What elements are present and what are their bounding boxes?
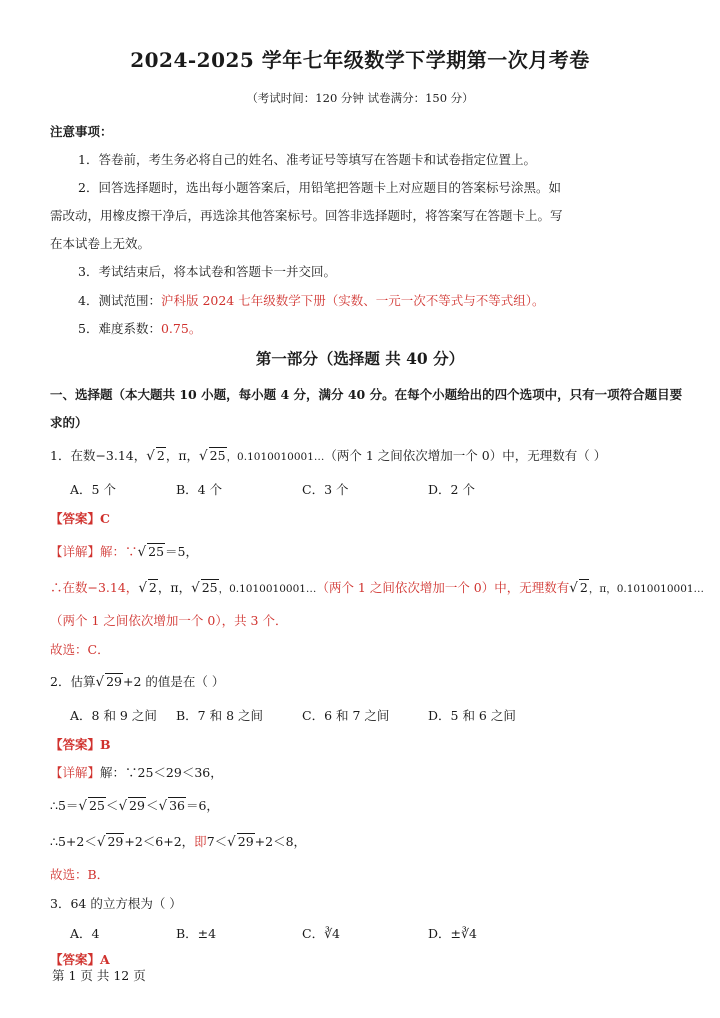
q1-option-b: B．4 个 [176, 482, 223, 497]
q1-option-a: A．5 个 [70, 482, 116, 497]
q2-detail-line3 [50, 832, 306, 850]
notice-item-4 [78, 291, 545, 309]
q2-stem [50, 672, 224, 690]
q1-stem [50, 446, 606, 464]
q1-l2-r2: 2 [148, 580, 157, 595]
q3-stem: 3．64 的立方根为（ ） [50, 896, 182, 911]
q1-detail-b: ＝5， [165, 544, 198, 559]
q2-l3-d: +2＜8， [254, 834, 307, 849]
q2-option-b: B．7 和 8 之间 [176, 708, 264, 723]
q1-detail-r25: 25 [148, 544, 165, 559]
q2-answer: 【答案】B [50, 737, 111, 752]
q2-l3-a: ∴5+2＜ [50, 834, 97, 849]
page-footer: 第 1 页 共 12 页 [52, 968, 146, 983]
sqrt-icon: √ [191, 580, 200, 596]
q2-l2-r25: 25 [89, 798, 105, 813]
q1-detail [50, 542, 198, 560]
q2-l3-b: +2＜6+2， [124, 834, 195, 849]
difficulty-value: 0.75 [160, 321, 189, 336]
q1-detail-line3: （两个 1 之间依次增加一个 0），共 3 个． [50, 613, 288, 628]
q2-option-c: C．6 和 7 之间 [302, 708, 390, 723]
exam-info: （考试时间：120 分钟 试卷满分：150 分） [246, 91, 474, 105]
notice-heading: 注意事项： [50, 124, 113, 139]
q1-detail-label: 【详解】 [50, 544, 101, 559]
q2-l3-red: 即 [194, 834, 207, 849]
q2-stem-a: 2．估算 [50, 674, 96, 689]
q1-l2-r2b: 2 [579, 580, 588, 595]
notice-item-2-line3: 在本试卷上无效。 [50, 236, 151, 251]
q1-stem-a: 1．在数 [50, 448, 96, 463]
instructions-line1: 一、选择题（本大题共 10 小题，每小题 4 分，满分 40 分。在每个小题给出的四个选项中，只有一项符合题目要 [50, 387, 683, 402]
sqrt-icon: √ [137, 544, 147, 560]
notice-item-5-prefix: 5．难度系数： [78, 321, 161, 336]
q3-option-b: B．±4 [176, 926, 217, 941]
q1-l2-a: ∴在数−3.14， [50, 580, 139, 595]
q2-l2-r29: 29 [129, 798, 145, 813]
sqrt-icon: √ [146, 448, 155, 464]
sqrt-icon: √ [569, 580, 578, 596]
q2-l2-r36: 36 [169, 798, 185, 813]
notice-item-1: 1．答卷前，考生务必将自己的姓名、准考证号等填写在答题卡和试卷指定位置上。 [78, 152, 536, 167]
q2-conclusion: 故选：B． [50, 867, 110, 882]
q1-stem-b: （两个 1 之间依次增加一个 0）中，无理数有（ ） [324, 448, 607, 463]
q1-l2-r25: 25 [201, 580, 218, 595]
sqrt-icon: √ [78, 798, 88, 814]
q1-decimal: ，0.1010010001… [226, 451, 325, 463]
sqrt-icon: √ [138, 580, 147, 596]
q2-option-d: D．5 和 6 之间 [428, 708, 516, 723]
notice-item-2-line2: 需改动，用橡皮擦干净后，再选涂其他答案标号。回答非选择题时，将答案写在答题卡上。写 [50, 208, 563, 223]
section-title: 第一部分（选择题 共 40 分） [255, 349, 465, 368]
notice-item-5-suffix: 。 [188, 321, 202, 336]
q2-detail [50, 763, 223, 781]
q2-l2-d: ＝6， [185, 798, 219, 813]
q2-r29: 29 [106, 674, 122, 689]
q1-conclusion: 故选：C． [50, 642, 110, 657]
q1-l2-d: ，π，0.1010010001… [588, 583, 705, 595]
page-title: 2024-2025 学年七年级数学下学期第一次月考卷 [130, 48, 590, 72]
q1-r2: 2 [156, 448, 165, 463]
q3-option-d: D．±∛4 [428, 926, 477, 941]
q2-stem-b: +2 的值是在（ ） [122, 674, 225, 689]
q2-l2-b: ＜ [105, 798, 119, 813]
q1-l2-red: （两个 1 之间依次增加一个 0）中，无理数有 [316, 580, 570, 595]
q1-detail-line2 [50, 578, 704, 596]
sqrt-icon: √ [158, 798, 168, 814]
q1-pi: ，π， [165, 448, 200, 463]
q1-r25: 25 [209, 448, 226, 463]
q1-detail-a: 解：∵ [100, 544, 138, 559]
q2-l2-c: ＜ [145, 798, 159, 813]
q2-l3-c: 7＜ [206, 834, 228, 849]
notice-item-2-line1: 2．回答选择题时，选出每小题答案后，用铅笔把答题卡上对应题目的答案标号涂黑。如 [78, 180, 561, 195]
q3-option-a: A．4 [70, 926, 100, 941]
q2-detail-label: 【详解】 [50, 765, 101, 780]
test-scope: 沪科版 2024 七年级数学下册（实数、一元一次不等式与不等式组） [160, 293, 532, 308]
q1-option-d: D．2 个 [428, 482, 475, 497]
q1-num1: −3.14， [95, 448, 147, 463]
q3-answer: 【答案】A [50, 952, 110, 967]
notice-item-4-suffix: 。 [531, 293, 545, 308]
q2-option-a: A．8 和 9 之间 [70, 708, 157, 723]
q3-option-c: C．∛4 [302, 926, 340, 941]
sqrt-icon: √ [96, 834, 106, 850]
q2-l3-r29b: 29 [237, 834, 254, 849]
q1-l2-c: ，0.1010010001… [218, 583, 317, 595]
q1-answer: 【答案】C [50, 511, 110, 526]
sqrt-icon: √ [95, 674, 105, 690]
notice-item-3: 3．考试结束后，将本试卷和答题卡一并交回。 [78, 264, 336, 279]
sqrt-icon: √ [227, 834, 236, 850]
q2-detail-text: 解：∵25＜29＜36， [100, 765, 223, 780]
notice-item-5 [78, 319, 201, 337]
q2-l2-a: ∴5＝ [50, 798, 79, 813]
q2-detail-line2 [50, 796, 219, 814]
instructions-line2: 求的） [50, 415, 88, 430]
sqrt-icon: √ [199, 448, 208, 464]
notice-item-4-prefix: 4．测试范围： [78, 293, 161, 308]
q1-l2-b: ，π， [157, 580, 192, 595]
sqrt-icon: √ [118, 798, 128, 814]
q2-l3-r29: 29 [107, 834, 124, 849]
q1-option-c: C．3 个 [302, 482, 349, 497]
